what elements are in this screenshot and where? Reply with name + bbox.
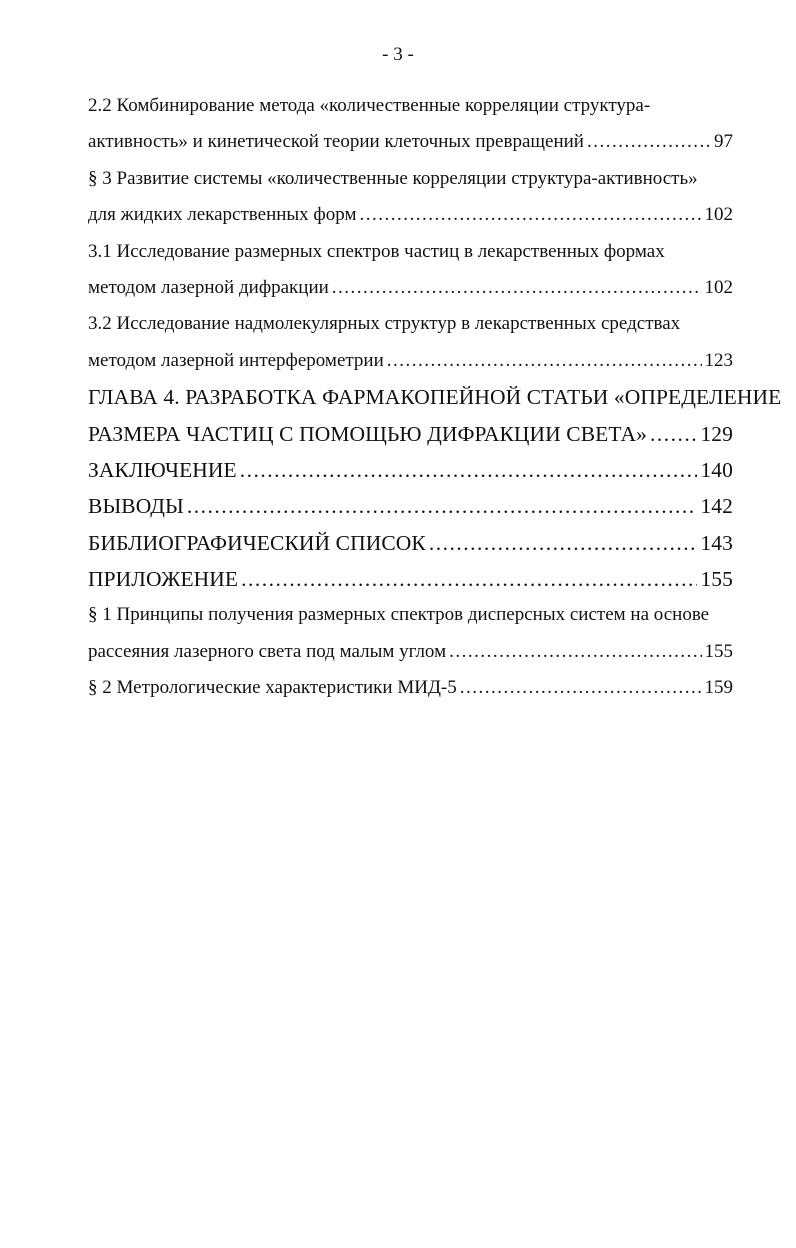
dot-leader [460,670,702,706]
toc-entry-text: ПРИЛОЖЕНИЕ [88,567,239,592]
dot-leader [240,452,698,488]
toc-page-number: 102 [704,204,733,226]
dot-leader [387,343,702,379]
toc-line [88,234,733,270]
toc-line [88,634,733,670]
toc-entry-text: § 3 Развитие системы «количественные корреляции структура-активность» [88,167,698,189]
dot-leader [429,525,698,561]
toc-page-number: 140 [700,457,733,482]
toc-page-number: 143 [700,530,733,555]
toc-line [88,306,733,342]
toc-entry-text: ГЛАВА 4. РАЗРАБОТКА ФАРМАКОПЕЙНОЙ СТАТЬИ «ОПРЕДЕЛЕНИЕ [88,385,782,410]
toc-entry-text: ЗАКЛЮЧЕНИЕ [88,457,237,482]
toc-line [88,379,782,415]
toc-line [88,270,733,306]
toc-entry-text: методом лазерной интерферометрии [88,349,384,371]
dot-leader [332,270,702,306]
toc-page-number: 155 [704,640,733,662]
page-number: - 3 - [382,44,414,65]
dot-leader [650,416,697,452]
dot-leader [241,561,697,597]
toc-page-number: 155 [700,567,733,592]
table-of-contents [88,88,782,707]
toc-line [88,525,733,561]
dot-leader [187,488,698,524]
toc-entry-text: ВЫВОДЫ [88,494,184,519]
dot-leader [449,634,701,670]
toc-entry-text: 3.1 Исследование размерных спектров частиц в лекарственных формах [88,240,665,262]
toc-line [88,452,733,488]
toc-line [88,670,733,706]
toc-entry-text: БИБЛИОГРАФИЧЕСКИЙ СПИСОК [88,530,426,555]
dot-leader [359,197,701,233]
dot-leader [587,124,711,160]
toc-entry-text: 2.2 Комбинирование метода «количественные корреляции структура- [88,95,651,116]
toc-entry-text: РАЗМЕРА ЧАСТИЦ С ПОМОЩЬЮ ДИФРАКЦИИ СВЕТА» [88,421,648,446]
toc-line [88,88,733,124]
toc-entry-text: методом лазерной дифракции [88,276,329,298]
toc-entry-text: § 2 Метрологические характеристики МИД-5 [88,677,457,699]
toc-page-number: 159 [704,677,733,699]
toc-entry-text: для жидких лекарственных форм [88,204,357,226]
toc-line [88,416,733,452]
toc-entry-text: рассеяния лазерного света под малым углом [88,640,447,662]
toc-page-number: 129 [700,421,733,446]
toc-line [88,161,733,197]
toc-page-number: 97 [714,131,733,153]
toc-page-number: 102 [704,276,733,298]
toc-line [88,197,733,233]
toc-line [88,561,733,597]
toc-line [88,488,733,524]
toc-entry-text: § 1 Принципы получения размерных спектров дисперсных систем на основе [88,604,710,626]
toc-page-number: 123 [704,349,733,371]
toc-line [88,343,733,379]
toc-entry-text: 3.2 Исследование надмолекулярных структур в лекарственных средствах [88,313,681,335]
toc-line [88,124,733,160]
toc-page-number: 142 [700,494,733,519]
toc-entry-text: активность» и кинетической теории клеточных превращений [88,131,584,153]
toc-line [88,597,733,633]
